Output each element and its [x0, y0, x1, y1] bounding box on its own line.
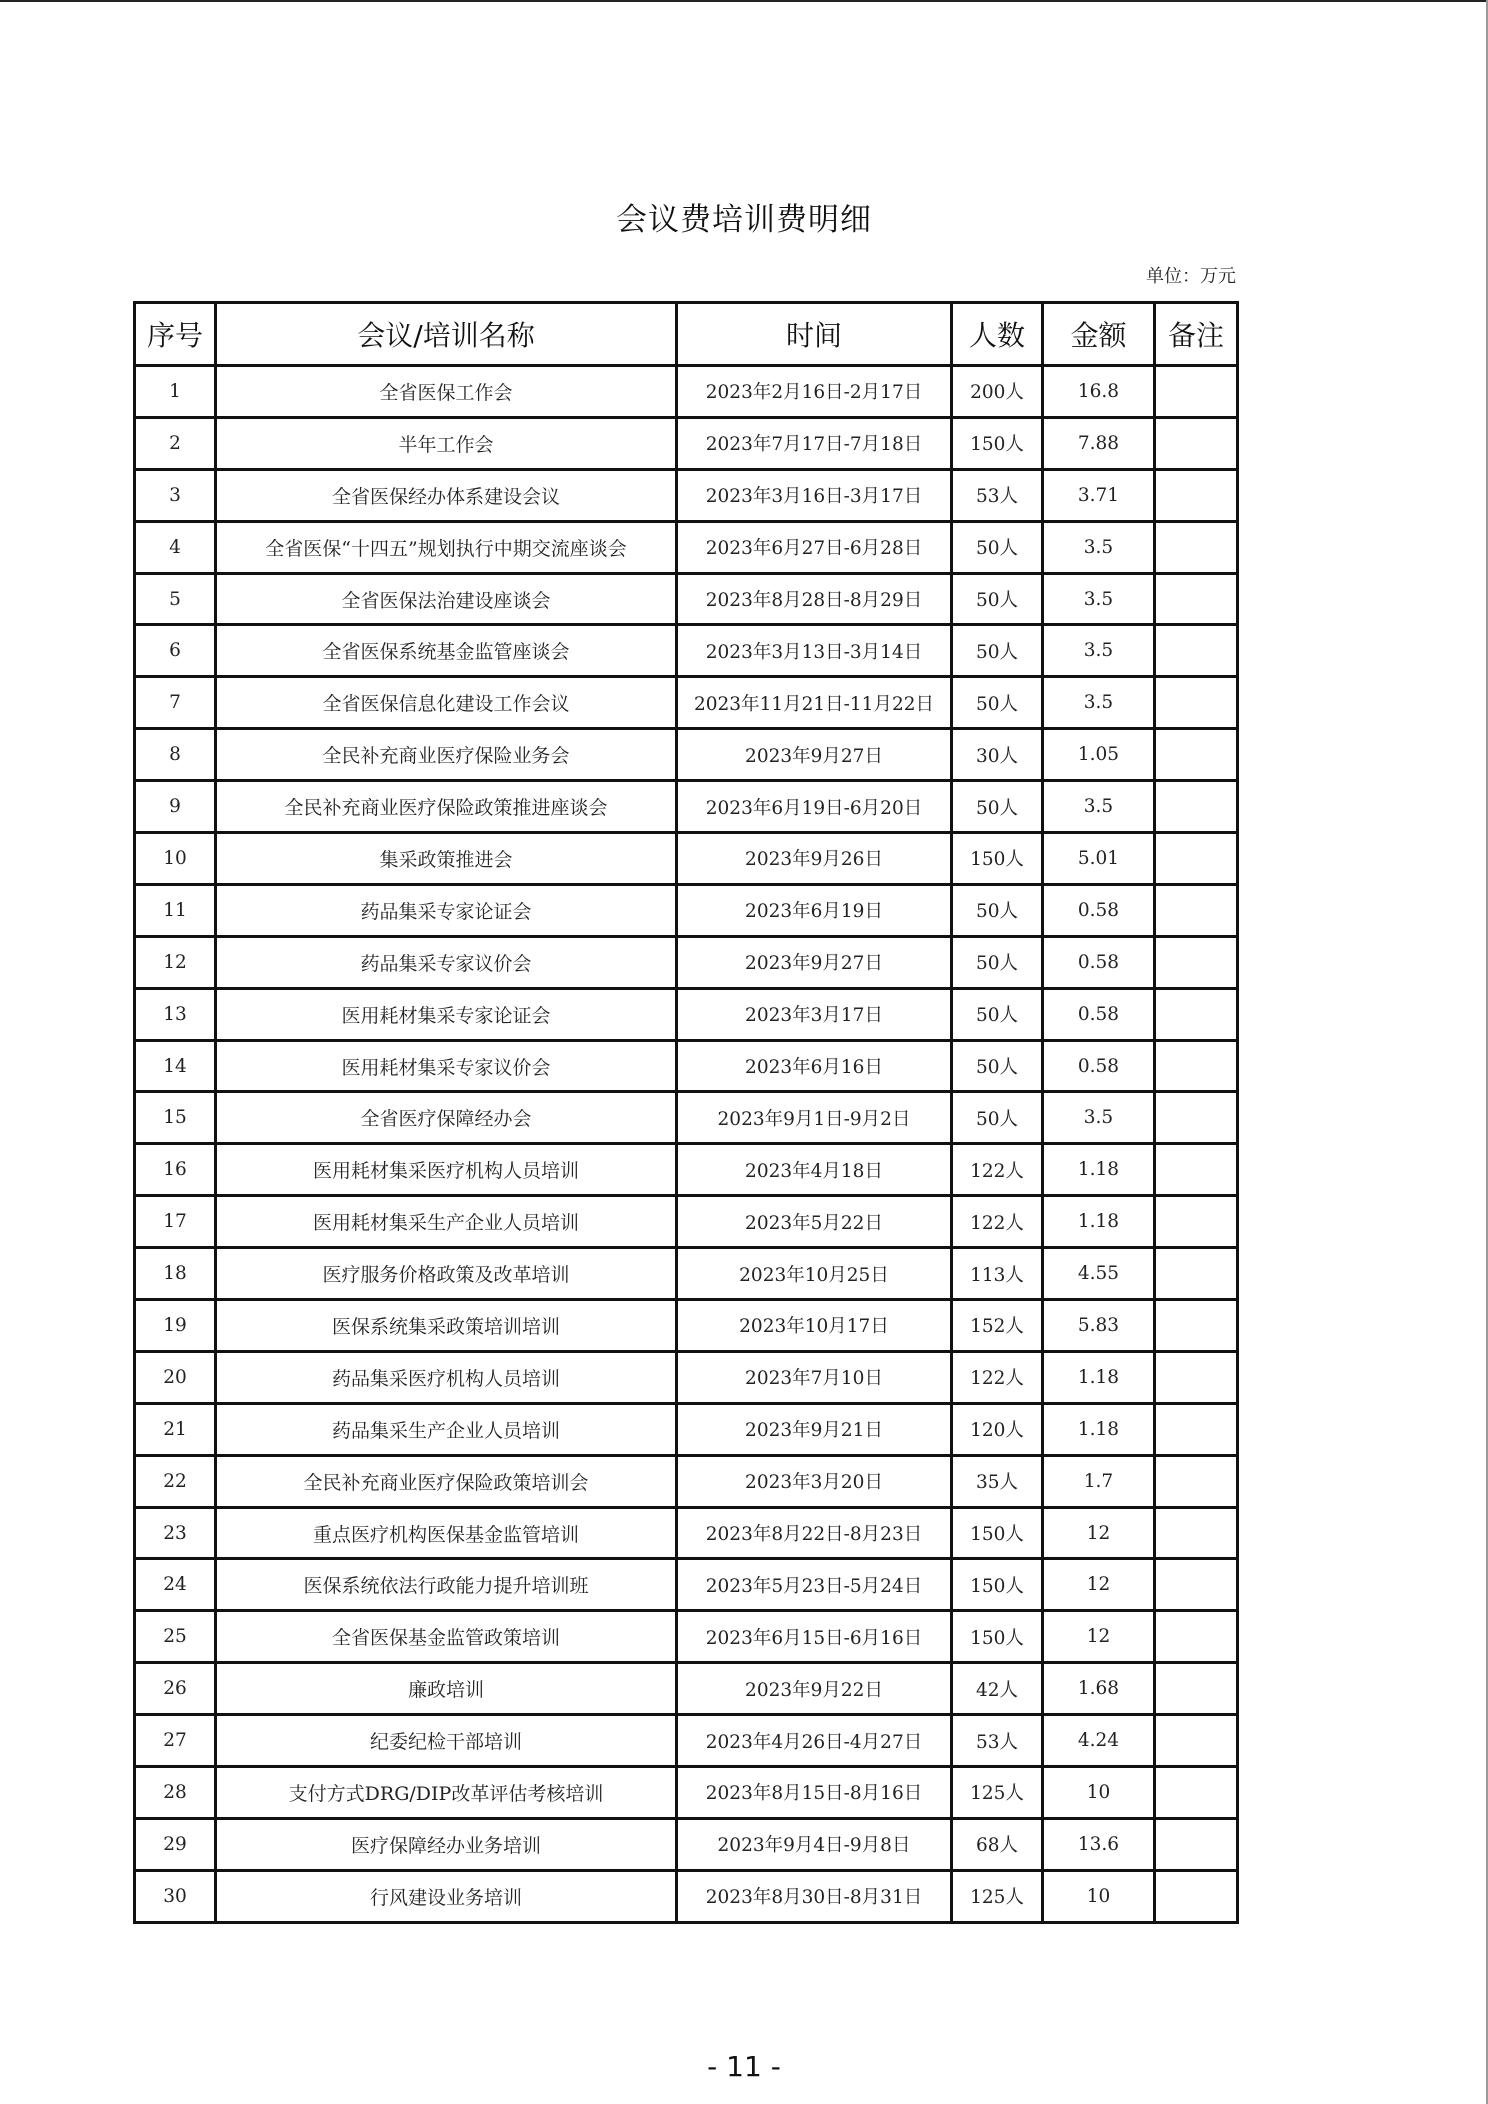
header-name: 会议/培训名称 — [216, 303, 677, 366]
cell-note — [1155, 1611, 1238, 1663]
cell-name: 廉政培训 — [216, 1663, 677, 1715]
cell-index: 9 — [135, 781, 216, 833]
cell-amount: 3.71 — [1043, 469, 1155, 521]
cell-people: 50人 — [952, 936, 1043, 988]
cell-index: 23 — [135, 1507, 216, 1559]
table-header-row — [135, 303, 1238, 366]
cell-index: 17 — [135, 1196, 216, 1248]
cell-name: 全省医保工作会 — [216, 366, 677, 418]
cell-people: 30人 — [952, 729, 1043, 781]
cell-index: 19 — [135, 1300, 216, 1352]
cell-people: 68人 — [952, 1818, 1043, 1870]
table-row — [135, 573, 1238, 625]
cell-time: 2023年4月26日-4月27日 — [677, 1715, 952, 1767]
cell-amount: 1.05 — [1043, 729, 1155, 781]
cell-time: 2023年3月17日 — [677, 988, 952, 1040]
cell-time: 2023年8月30日-8月31日 — [677, 1870, 952, 1922]
table-row — [135, 1351, 1238, 1403]
cell-people: 50人 — [952, 781, 1043, 833]
cell-note — [1155, 1196, 1238, 1248]
cell-index: 16 — [135, 1144, 216, 1196]
cell-time: 2023年9月4日-9月8日 — [677, 1818, 952, 1870]
cell-note — [1155, 573, 1238, 625]
cell-note — [1155, 1663, 1238, 1715]
cell-note — [1155, 1248, 1238, 1300]
cell-time: 2023年6月16日 — [677, 1040, 952, 1092]
table-row — [135, 469, 1238, 521]
cell-amount: 0.58 — [1043, 884, 1155, 936]
cell-name: 药品集采专家论证会 — [216, 884, 677, 936]
cell-amount: 7.88 — [1043, 417, 1155, 469]
table-row — [135, 781, 1238, 833]
table-row — [135, 1559, 1238, 1611]
header-index: 序号 — [135, 303, 216, 366]
cell-index: 2 — [135, 417, 216, 469]
header-note: 备注 — [1155, 303, 1238, 366]
cell-time: 2023年6月19日-6月20日 — [677, 781, 952, 833]
cell-note — [1155, 1559, 1238, 1611]
cell-amount: 1.18 — [1043, 1196, 1155, 1248]
cell-name: 全民补充商业医疗保险政策培训会 — [216, 1455, 677, 1507]
cell-people: 50人 — [952, 625, 1043, 677]
cell-time: 2023年6月15日-6月16日 — [677, 1611, 952, 1663]
cell-name: 医用耗材集采医疗机构人员培训 — [216, 1144, 677, 1196]
cell-name: 全省医保信息化建设工作会议 — [216, 677, 677, 729]
cell-people: 150人 — [952, 1507, 1043, 1559]
cell-index: 24 — [135, 1559, 216, 1611]
cell-index: 5 — [135, 573, 216, 625]
cell-time: 2023年7月17日-7月18日 — [677, 417, 952, 469]
cell-people: 50人 — [952, 521, 1043, 573]
cell-name: 药品集采生产企业人员培训 — [216, 1403, 677, 1455]
cell-amount: 13.6 — [1043, 1818, 1155, 1870]
cell-people: 53人 — [952, 1715, 1043, 1767]
cell-index: 6 — [135, 625, 216, 677]
cell-index: 3 — [135, 469, 216, 521]
table-row — [135, 417, 1238, 469]
cell-index: 22 — [135, 1455, 216, 1507]
cell-amount: 0.58 — [1043, 988, 1155, 1040]
cell-name: 医保系统集采政策培训培训 — [216, 1300, 677, 1352]
cell-index: 28 — [135, 1767, 216, 1819]
expense-detail-table — [133, 301, 1239, 1924]
cell-name: 全省医保“十四五”规划执行中期交流座谈会 — [216, 521, 677, 573]
cell-time: 2023年6月19日 — [677, 884, 952, 936]
table-row — [135, 1144, 1238, 1196]
cell-note — [1155, 1455, 1238, 1507]
table-row — [135, 677, 1238, 729]
cell-note — [1155, 988, 1238, 1040]
cell-note — [1155, 1818, 1238, 1870]
cell-time: 2023年6月27日-6月28日 — [677, 521, 952, 573]
table-row — [135, 1455, 1238, 1507]
cell-amount: 12 — [1043, 1559, 1155, 1611]
cell-people: 50人 — [952, 988, 1043, 1040]
cell-note — [1155, 729, 1238, 781]
cell-index: 14 — [135, 1040, 216, 1092]
cell-note — [1155, 1870, 1238, 1922]
cell-note — [1155, 1351, 1238, 1403]
cell-note — [1155, 1092, 1238, 1144]
header-time: 时间 — [677, 303, 952, 366]
header-amount: 金额 — [1043, 303, 1155, 366]
cell-people: 50人 — [952, 884, 1043, 936]
cell-people: 150人 — [952, 417, 1043, 469]
cell-index: 12 — [135, 936, 216, 988]
cell-name: 重点医疗机构医保基金监管培训 — [216, 1507, 677, 1559]
cell-note — [1155, 833, 1238, 885]
cell-time: 2023年9月27日 — [677, 729, 952, 781]
cell-people: 150人 — [952, 1559, 1043, 1611]
cell-note — [1155, 884, 1238, 936]
cell-time: 2023年11月21日-11月22日 — [677, 677, 952, 729]
cell-time: 2023年9月21日 — [677, 1403, 952, 1455]
cell-index: 10 — [135, 833, 216, 885]
cell-amount: 3.5 — [1043, 521, 1155, 573]
table-row — [135, 936, 1238, 988]
cell-amount: 1.18 — [1043, 1403, 1155, 1455]
cell-name: 全民补充商业医疗保险政策推进座谈会 — [216, 781, 677, 833]
cell-note — [1155, 936, 1238, 988]
cell-amount: 1.18 — [1043, 1144, 1155, 1196]
cell-name: 药品集采医疗机构人员培训 — [216, 1351, 677, 1403]
cell-name: 全省医保系统基金监管座谈会 — [216, 625, 677, 677]
cell-index: 29 — [135, 1818, 216, 1870]
cell-name: 医用耗材集采专家论证会 — [216, 988, 677, 1040]
cell-name: 全省医保法治建设座谈会 — [216, 573, 677, 625]
cell-amount: 12 — [1043, 1507, 1155, 1559]
table-row — [135, 884, 1238, 936]
cell-name: 医用耗材集采生产企业人员培训 — [216, 1196, 677, 1248]
table-row — [135, 1092, 1238, 1144]
cell-name: 药品集采专家议价会 — [216, 936, 677, 988]
cell-people: 50人 — [952, 573, 1043, 625]
table-row — [135, 1248, 1238, 1300]
cell-note — [1155, 625, 1238, 677]
cell-amount: 3.5 — [1043, 1092, 1155, 1144]
cell-people: 122人 — [952, 1196, 1043, 1248]
cell-name: 支付方式DRG/DIP改革评估考核培训 — [216, 1767, 677, 1819]
cell-time: 2023年8月22日-8月23日 — [677, 1507, 952, 1559]
cell-time: 2023年7月10日 — [677, 1351, 952, 1403]
cell-amount: 3.5 — [1043, 781, 1155, 833]
cell-index: 20 — [135, 1351, 216, 1403]
cell-note — [1155, 366, 1238, 418]
cell-index: 15 — [135, 1092, 216, 1144]
table-row — [135, 1767, 1238, 1819]
cell-people: 53人 — [952, 469, 1043, 521]
cell-note — [1155, 417, 1238, 469]
cell-note — [1155, 521, 1238, 573]
table-row — [135, 1611, 1238, 1663]
cell-time: 2023年5月22日 — [677, 1196, 952, 1248]
cell-people: 35人 — [952, 1455, 1043, 1507]
cell-people: 125人 — [952, 1767, 1043, 1819]
cell-index: 8 — [135, 729, 216, 781]
table-body — [135, 366, 1238, 1923]
cell-people: 152人 — [952, 1300, 1043, 1352]
table-row — [135, 1715, 1238, 1767]
cell-time: 2023年3月13日-3月14日 — [677, 625, 952, 677]
page-number: - 11 - — [707, 2050, 781, 2083]
cell-index: 30 — [135, 1870, 216, 1922]
cell-people: 120人 — [952, 1403, 1043, 1455]
cell-amount: 1.7 — [1043, 1455, 1155, 1507]
table-row — [135, 988, 1238, 1040]
cell-amount: 5.83 — [1043, 1300, 1155, 1352]
table-row — [135, 1300, 1238, 1352]
cell-name: 全省医保经办体系建设会议 — [216, 469, 677, 521]
cell-amount: 16.8 — [1043, 366, 1155, 418]
unit-label: 单位：万元 — [1146, 266, 1236, 287]
cell-index: 7 — [135, 677, 216, 729]
cell-note — [1155, 1507, 1238, 1559]
cell-people: 50人 — [952, 677, 1043, 729]
table-row — [135, 1040, 1238, 1092]
cell-amount: 1.68 — [1043, 1663, 1155, 1715]
cell-note — [1155, 1040, 1238, 1092]
cell-people: 150人 — [952, 1611, 1043, 1663]
cell-name: 集采政策推进会 — [216, 833, 677, 885]
cell-index: 27 — [135, 1715, 216, 1767]
cell-amount: 10 — [1043, 1767, 1155, 1819]
cell-amount: 5.01 — [1043, 833, 1155, 885]
cell-people: 113人 — [952, 1248, 1043, 1300]
cell-amount: 3.5 — [1043, 625, 1155, 677]
cell-time: 2023年8月28日-8月29日 — [677, 573, 952, 625]
cell-name: 行风建设业务培训 — [216, 1870, 677, 1922]
cell-index: 4 — [135, 521, 216, 573]
cell-time: 2023年10月25日 — [677, 1248, 952, 1300]
cell-name: 医用耗材集采专家议价会 — [216, 1040, 677, 1092]
cell-index: 21 — [135, 1403, 216, 1455]
cell-note — [1155, 469, 1238, 521]
cell-index: 11 — [135, 884, 216, 936]
cell-amount: 4.55 — [1043, 1248, 1155, 1300]
table-row — [135, 521, 1238, 573]
cell-amount: 3.5 — [1043, 573, 1155, 625]
header-people: 人数 — [952, 303, 1043, 366]
cell-people: 42人 — [952, 1663, 1043, 1715]
cell-amount: 0.58 — [1043, 1040, 1155, 1092]
cell-amount: 4.24 — [1043, 1715, 1155, 1767]
cell-note — [1155, 1403, 1238, 1455]
cell-people: 50人 — [952, 1040, 1043, 1092]
cell-time: 2023年9月26日 — [677, 833, 952, 885]
cell-index: 18 — [135, 1248, 216, 1300]
cell-note — [1155, 1767, 1238, 1819]
cell-name: 全民补充商业医疗保险业务会 — [216, 729, 677, 781]
cell-time: 2023年3月16日-3月17日 — [677, 469, 952, 521]
cell-note — [1155, 781, 1238, 833]
page-top-edge — [0, 0, 1488, 2]
cell-time: 2023年9月1日-9月2日 — [677, 1092, 952, 1144]
cell-note — [1155, 1144, 1238, 1196]
cell-time: 2023年3月20日 — [677, 1455, 952, 1507]
cell-index: 26 — [135, 1663, 216, 1715]
cell-name: 全省医疗保障经办会 — [216, 1092, 677, 1144]
cell-amount: 1.18 — [1043, 1351, 1155, 1403]
cell-name: 全省医保基金监管政策培训 — [216, 1611, 677, 1663]
cell-people: 50人 — [952, 1092, 1043, 1144]
table-row — [135, 1403, 1238, 1455]
cell-note — [1155, 1715, 1238, 1767]
table-row — [135, 833, 1238, 885]
cell-note — [1155, 677, 1238, 729]
cell-time: 2023年9月22日 — [677, 1663, 952, 1715]
table-row — [135, 1870, 1238, 1922]
table-row — [135, 1507, 1238, 1559]
table-row — [135, 1663, 1238, 1715]
cell-time: 2023年4月18日 — [677, 1144, 952, 1196]
table-row — [135, 366, 1238, 418]
document-title: 会议费培训费明细 — [616, 202, 872, 238]
cell-time: 2023年8月15日-8月16日 — [677, 1767, 952, 1819]
table-row — [135, 625, 1238, 677]
table-row — [135, 729, 1238, 781]
cell-name: 医保系统依法行政能力提升培训班 — [216, 1559, 677, 1611]
cell-note — [1155, 1300, 1238, 1352]
cell-name: 医疗保障经办业务培训 — [216, 1818, 677, 1870]
cell-time: 2023年5月23日-5月24日 — [677, 1559, 952, 1611]
cell-name: 纪委纪检干部培训 — [216, 1715, 677, 1767]
cell-people: 122人 — [952, 1144, 1043, 1196]
cell-time: 2023年2月16日-2月17日 — [677, 366, 952, 418]
cell-name: 医疗服务价格政策及改革培训 — [216, 1248, 677, 1300]
cell-time: 2023年9月27日 — [677, 936, 952, 988]
cell-people: 122人 — [952, 1351, 1043, 1403]
cell-time: 2023年10月17日 — [677, 1300, 952, 1352]
cell-index: 13 — [135, 988, 216, 1040]
table-row — [135, 1818, 1238, 1870]
cell-amount: 3.5 — [1043, 677, 1155, 729]
cell-amount: 12 — [1043, 1611, 1155, 1663]
cell-amount: 10 — [1043, 1870, 1155, 1922]
table-row — [135, 1196, 1238, 1248]
cell-index: 1 — [135, 366, 216, 418]
cell-people: 125人 — [952, 1870, 1043, 1922]
cell-index: 25 — [135, 1611, 216, 1663]
cell-people: 200人 — [952, 366, 1043, 418]
cell-amount: 0.58 — [1043, 936, 1155, 988]
cell-name: 半年工作会 — [216, 417, 677, 469]
cell-people: 150人 — [952, 833, 1043, 885]
